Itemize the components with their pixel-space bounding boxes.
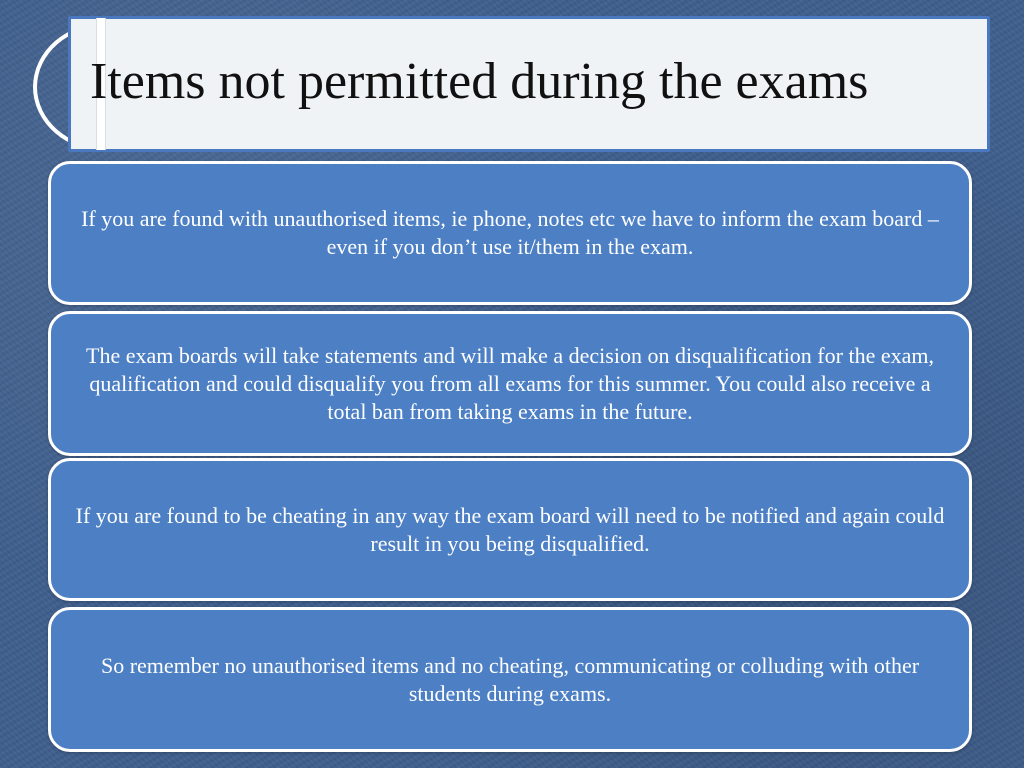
content-box-text: The exam boards will take statements and will make a decision on disqualification for the exam, qualification and could disqualify you from all exams for this summer. You could also receive a total ban from taking exams in the future. (86, 342, 934, 424)
content-box-reminder (48, 607, 972, 752)
content-box-disqualification (48, 311, 972, 456)
content-box-text: So remember no unauthorised items and no cheating, communicating or colluding with other students during exams. (100, 652, 920, 706)
slide-title: Items not permitted during the exams (90, 53, 869, 110)
content-box-text: If you are found with unauthorised items, ie phone, notes etc we have to inform the exam board – even if you don’t use it/them in the exam. (81, 206, 939, 259)
content-box-unauthorised-items (48, 161, 972, 305)
content-box-text: If you are found to be cheating in any way the exam board will need to be notified and again could result in you being disqualified. (75, 502, 945, 556)
content-box-cheating (48, 458, 972, 601)
